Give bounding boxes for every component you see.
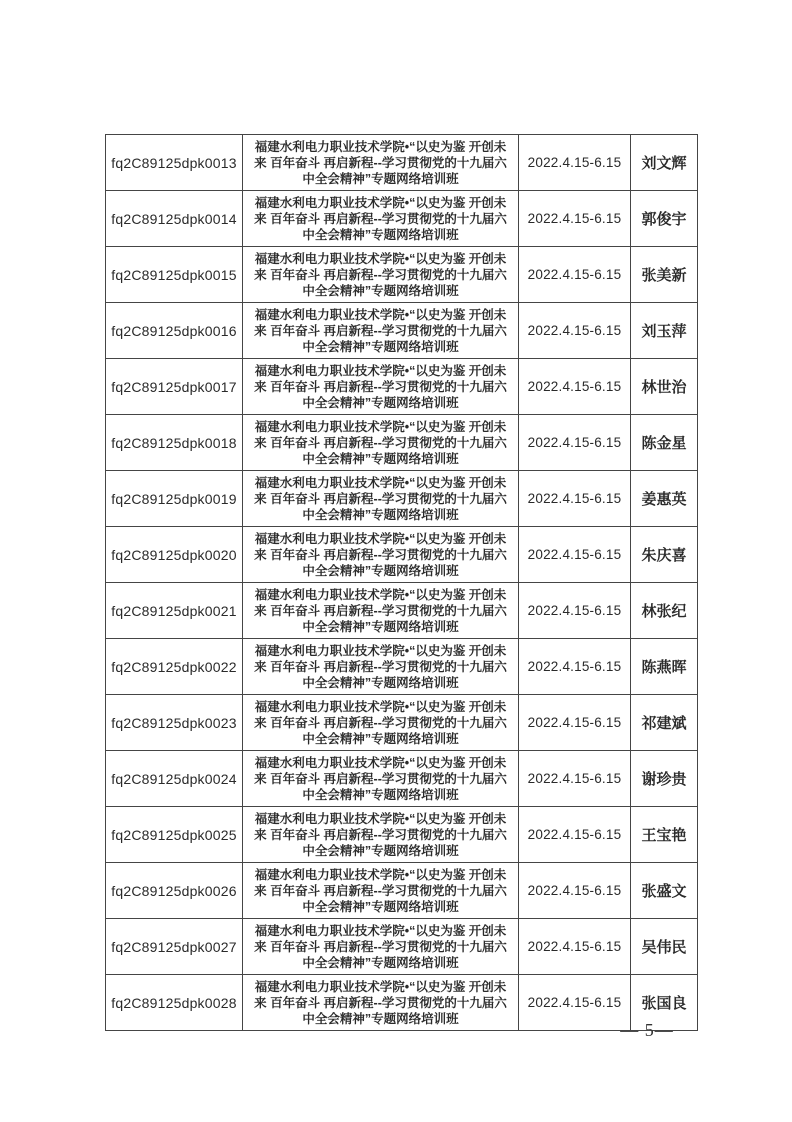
course-id-cell: fq2C89125dpk0013 <box>106 135 243 191</box>
course-title-cell: 福建水利电力职业技术学院•“以史为鉴 开创未来 百年奋斗 再启新程--学习贯彻党的十九届六中全会精神”专题网络培训班 <box>243 527 519 583</box>
page-number: — 5— <box>620 1020 674 1040</box>
date-range-cell: 2022.4.15-6.15 <box>519 975 631 1031</box>
participant-name-cell: 张国良 <box>631 975 698 1031</box>
table-row <box>106 303 698 359</box>
course-id-cell: fq2C89125dpk0021 <box>106 583 243 639</box>
date-range-cell: 2022.4.15-6.15 <box>519 919 631 975</box>
course-id-cell: fq2C89125dpk0026 <box>106 863 243 919</box>
date-range-cell: 2022.4.15-6.15 <box>519 863 631 919</box>
course-id-cell: fq2C89125dpk0024 <box>106 751 243 807</box>
date-range-cell: 2022.4.15-6.15 <box>519 471 631 527</box>
course-title-cell: 福建水利电力职业技术学院•“以史为鉴 开创未来 百年奋斗 再启新程--学习贯彻党的十九届六中全会精神”专题网络培训班 <box>243 359 519 415</box>
table-row <box>106 807 698 863</box>
participant-name-cell: 朱庆喜 <box>631 527 698 583</box>
course-id-cell: fq2C89125dpk0015 <box>106 247 243 303</box>
participant-name-cell: 刘玉萍 <box>631 303 698 359</box>
course-title-cell: 福建水利电力职业技术学院•“以史为鉴 开创未来 百年奋斗 再启新程--学习贯彻党的十九届六中全会精神”专题网络培训班 <box>243 471 519 527</box>
course-id-cell: fq2C89125dpk0018 <box>106 415 243 471</box>
table-row <box>106 415 698 471</box>
date-range-cell: 2022.4.15-6.15 <box>519 807 631 863</box>
course-title-cell: 福建水利电力职业技术学院•“以史为鉴 开创未来 百年奋斗 再启新程--学习贯彻党的十九届六中全会精神”专题网络培训班 <box>243 247 519 303</box>
participant-name-cell: 张盛文 <box>631 863 698 919</box>
course-id-cell: fq2C89125dpk0028 <box>106 975 243 1031</box>
course-id-cell: fq2C89125dpk0025 <box>106 807 243 863</box>
training-roster-table <box>105 134 698 1031</box>
course-title-cell: 福建水利电力职业技术学院•“以史为鉴 开创未来 百年奋斗 再启新程--学习贯彻党的十九届六中全会精神”专题网络培训班 <box>243 303 519 359</box>
table-row <box>106 135 698 191</box>
participant-name-cell: 谢珍贵 <box>631 751 698 807</box>
course-id-cell: fq2C89125dpk0016 <box>106 303 243 359</box>
participant-name-cell: 祁建斌 <box>631 695 698 751</box>
date-range-cell: 2022.4.15-6.15 <box>519 359 631 415</box>
course-id-cell: fq2C89125dpk0023 <box>106 695 243 751</box>
course-title-cell: 福建水利电力职业技术学院•“以史为鉴 开创未来 百年奋斗 再启新程--学习贯彻党的十九届六中全会精神”专题网络培训班 <box>243 919 519 975</box>
participant-name-cell: 林世治 <box>631 359 698 415</box>
participant-name-cell: 张美新 <box>631 247 698 303</box>
course-title-cell: 福建水利电力职业技术学院•“以史为鉴 开创未来 百年奋斗 再启新程--学习贯彻党的十九届六中全会精神”专题网络培训班 <box>243 751 519 807</box>
date-range-cell: 2022.4.15-6.15 <box>519 415 631 471</box>
table-row <box>106 863 698 919</box>
table-row <box>106 527 698 583</box>
date-range-cell: 2022.4.15-6.15 <box>519 135 631 191</box>
date-range-cell: 2022.4.15-6.15 <box>519 303 631 359</box>
course-id-cell: fq2C89125dpk0019 <box>106 471 243 527</box>
table-row <box>106 751 698 807</box>
date-range-cell: 2022.4.15-6.15 <box>519 191 631 247</box>
table-row <box>106 471 698 527</box>
course-id-cell: fq2C89125dpk0027 <box>106 919 243 975</box>
participant-name-cell: 林张纪 <box>631 583 698 639</box>
table-row <box>106 191 698 247</box>
table-row <box>106 247 698 303</box>
table-row <box>106 359 698 415</box>
table-row <box>106 695 698 751</box>
date-range-cell: 2022.4.15-6.15 <box>519 639 631 695</box>
table-row <box>106 639 698 695</box>
course-title-cell: 福建水利电力职业技术学院•“以史为鉴 开创未来 百年奋斗 再启新程--学习贯彻党的十九届六中全会精神”专题网络培训班 <box>243 863 519 919</box>
course-id-cell: fq2C89125dpk0020 <box>106 527 243 583</box>
course-title-cell: 福建水利电力职业技术学院•“以史为鉴 开创未来 百年奋斗 再启新程--学习贯彻党的十九届六中全会精神”专题网络培训班 <box>243 191 519 247</box>
participant-name-cell: 刘文辉 <box>631 135 698 191</box>
course-title-cell: 福建水利电力职业技术学院•“以史为鉴 开创未来 百年奋斗 再启新程--学习贯彻党的十九届六中全会精神”专题网络培训班 <box>243 975 519 1031</box>
participant-name-cell: 陈金星 <box>631 415 698 471</box>
course-title-cell: 福建水利电力职业技术学院•“以史为鉴 开创未来 百年奋斗 再启新程--学习贯彻党的十九届六中全会精神”专题网络培训班 <box>243 807 519 863</box>
date-range-cell: 2022.4.15-6.15 <box>519 751 631 807</box>
course-id-cell: fq2C89125dpk0014 <box>106 191 243 247</box>
table-row <box>106 919 698 975</box>
course-id-cell: fq2C89125dpk0022 <box>106 639 243 695</box>
date-range-cell: 2022.4.15-6.15 <box>519 583 631 639</box>
course-title-cell: 福建水利电力职业技术学院•“以史为鉴 开创未来 百年奋斗 再启新程--学习贯彻党的十九届六中全会精神”专题网络培训班 <box>243 695 519 751</box>
course-id-cell: fq2C89125dpk0017 <box>106 359 243 415</box>
participant-name-cell: 陈燕晖 <box>631 639 698 695</box>
course-title-cell: 福建水利电力职业技术学院•“以史为鉴 开创未来 百年奋斗 再启新程--学习贯彻党的十九届六中全会精神”专题网络培训班 <box>243 415 519 471</box>
participant-name-cell: 吴伟民 <box>631 919 698 975</box>
date-range-cell: 2022.4.15-6.15 <box>519 527 631 583</box>
participant-name-cell: 姜惠英 <box>631 471 698 527</box>
participant-name-cell: 郭俊宇 <box>631 191 698 247</box>
course-title-cell: 福建水利电力职业技术学院•“以史为鉴 开创未来 百年奋斗 再启新程--学习贯彻党的十九届六中全会精神”专题网络培训班 <box>243 135 519 191</box>
date-range-cell: 2022.4.15-6.15 <box>519 247 631 303</box>
participant-name-cell: 王宝艳 <box>631 807 698 863</box>
table-row <box>106 583 698 639</box>
date-range-cell: 2022.4.15-6.15 <box>519 695 631 751</box>
course-title-cell: 福建水利电力职业技术学院•“以史为鉴 开创未来 百年奋斗 再启新程--学习贯彻党的十九届六中全会精神”专题网络培训班 <box>243 583 519 639</box>
course-title-cell: 福建水利电力职业技术学院•“以史为鉴 开创未来 百年奋斗 再启新程--学习贯彻党的十九届六中全会精神”专题网络培训班 <box>243 639 519 695</box>
